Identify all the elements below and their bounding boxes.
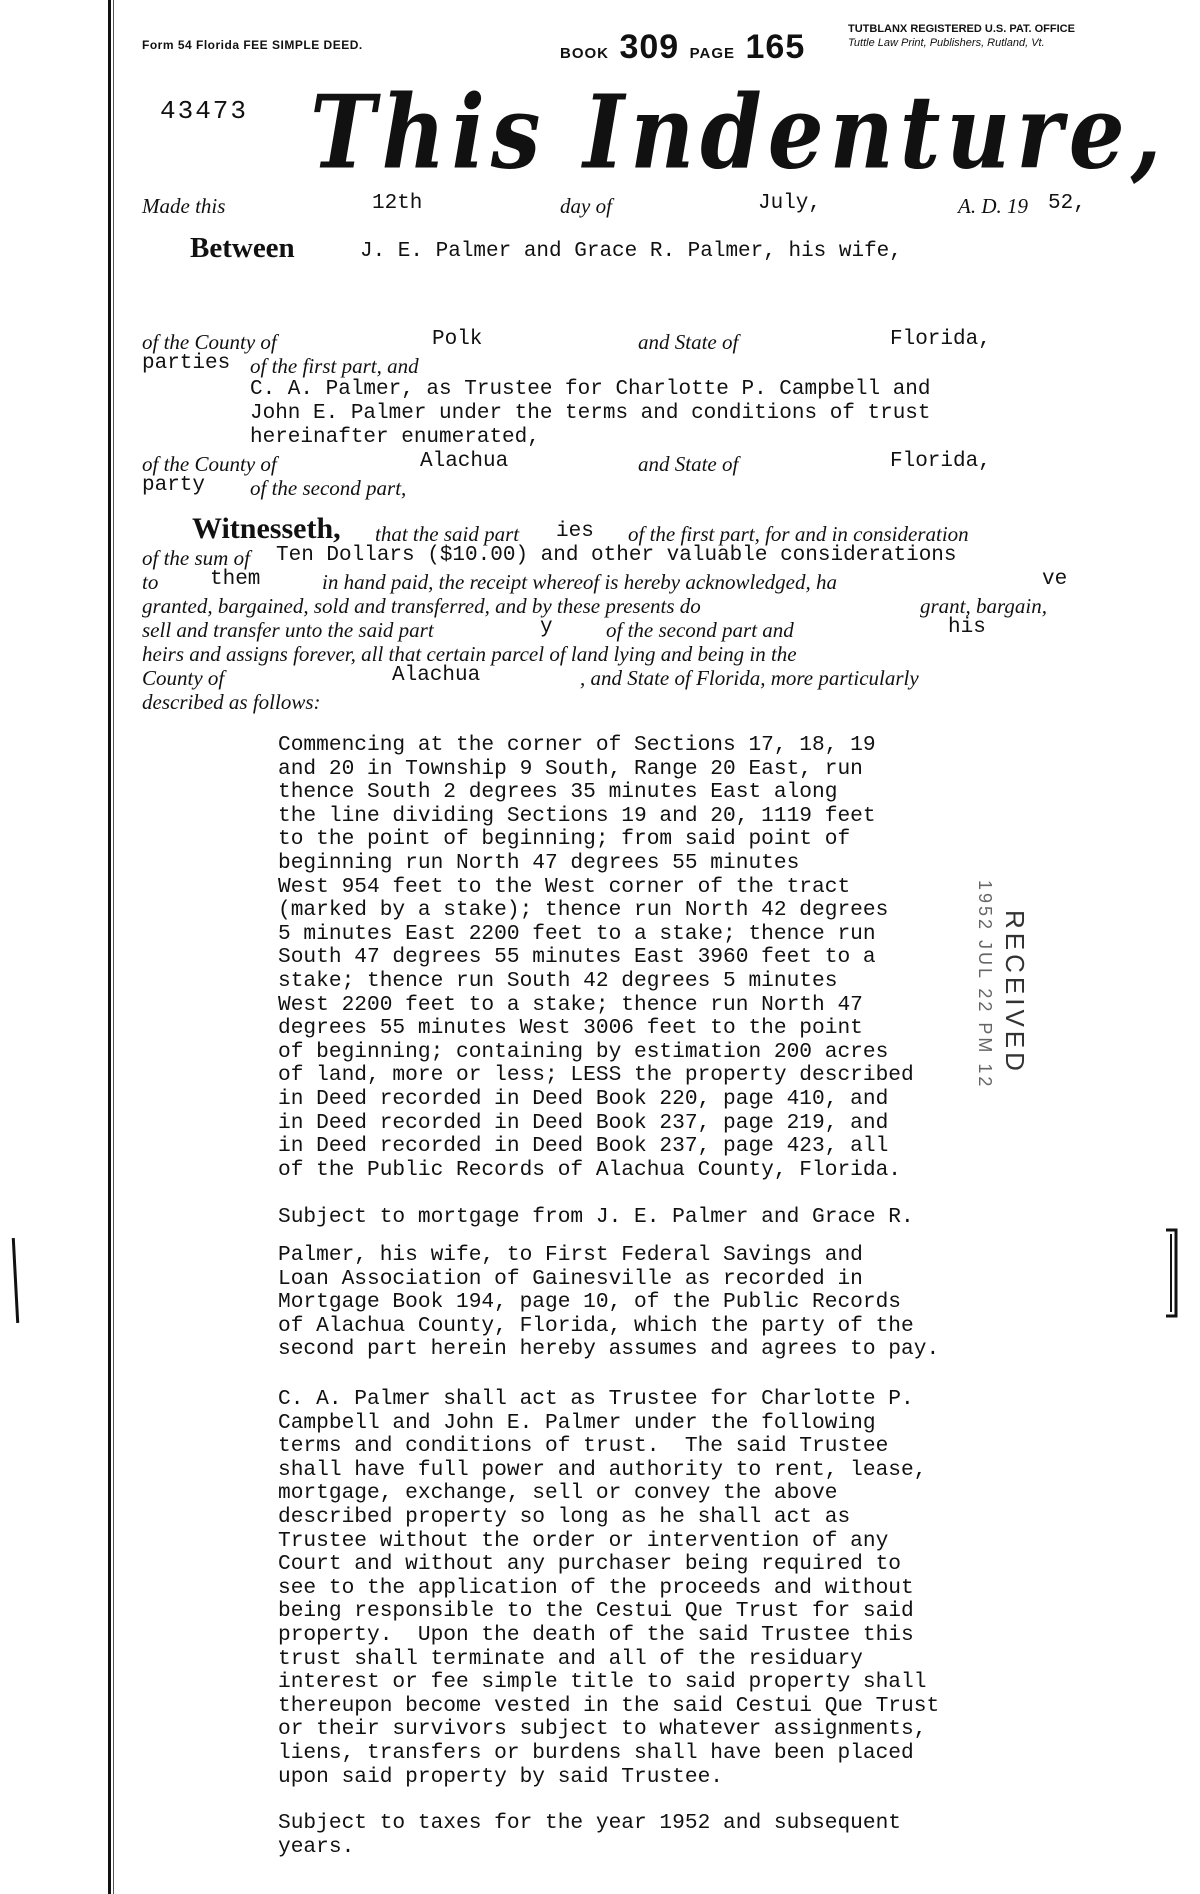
day-of-label: day of (560, 194, 612, 218)
county-1: Polk (432, 328, 483, 351)
witnesseth-line-1c: of the first part, for and in consideration (628, 522, 969, 546)
witnesseth-line-5a: sell and transfer unto the said part (142, 618, 434, 642)
witnesseth-line-6: heirs and assigns forever, all that certain parcel of land lying and being in the (142, 642, 797, 666)
witnesseth-line-7b: Alachua (392, 664, 481, 687)
party-word: party (142, 474, 206, 497)
witnesseth-line-7c: , and State of Florida, more particularly (580, 666, 919, 690)
witnesseth-line-3d: ve (1042, 568, 1068, 591)
witnesseth-line-3c: in hand paid, the receipt whereof is hereby acknowledged, ha (322, 570, 837, 594)
first-part-label: of the first part, and (250, 354, 419, 378)
mortgage-clause: Palmer, his wife, to First Federal Savings and Loan Association of Gainesville as recorded in Mortgage Book 194, page 10, of the Public Records of Alachua County, Florida, which the party of the second part herein hereby assumes and agrees to pay. (278, 1243, 940, 1362)
between-label: Between (190, 232, 295, 264)
grantee-line-2: John E. Palmer under the terms and conditions of trust (250, 402, 931, 425)
witnesseth-line-4b: grant, bargain, (920, 594, 1047, 618)
state-label-2: and State of (638, 452, 739, 476)
publisher-line-2: Tuttle Law Print, Publishers, Rutland, Vt. (848, 37, 1045, 49)
county-2: Alachua (420, 450, 509, 473)
mortgage-clause-line-1: Subject to mortgage from J. E. Palmer and Grace R. (278, 1205, 914, 1229)
witnesseth-line-4a: granted, bargained, sold and transferred, and by these presents do (142, 594, 701, 618)
state-1: Florida, (890, 328, 991, 351)
received-stamp: RECEIVED (1000, 910, 1030, 1075)
taxes-clause: Subject to taxes for the year 1952 and subsequent years. (278, 1811, 902, 1859)
received-date-stamp: 1952 JUL 22 PM 12 (975, 880, 995, 1090)
page-prefix: PAGE (689, 45, 736, 62)
book-page-stamp (560, 28, 805, 67)
left-margin-rule (108, 0, 111, 1894)
made-this-label: Made this (142, 194, 226, 218)
county-label-1: of the County of (142, 330, 277, 354)
witnesseth-line-1a: that the said part (375, 522, 520, 546)
day-value: 12th (372, 192, 423, 215)
witnesseth-line-5c: of the second part and (606, 618, 794, 642)
state-label-1: and State of (638, 330, 739, 354)
witnesseth-line-5d: his (948, 616, 986, 639)
month-value: July, (758, 192, 822, 215)
witnesseth-line-2a: of the sum of (142, 546, 250, 570)
witnesseth-line-2b: Ten Dollars ($10.00) and other valuable considerations (276, 544, 957, 567)
year-value: 52, (1048, 192, 1086, 215)
witnesseth-line-3a: to (142, 570, 159, 594)
publisher-block (848, 22, 1075, 50)
right-edge-bracket (1164, 1228, 1180, 1318)
page-number: 165 (745, 28, 806, 66)
trust-terms: C. A. Palmer shall act as Trustee for Charlotte P. Campbell and John E. Palmer under the following terms and conditions of trust. The said Trustee shall have full power and authority to rent, lease, mortgage, exchange, sell or convey the above described property so long as he shall act as Trustee without the order or intervention of any Court and without any purchaser being required to see to the application of the proceeds and without being responsible to the Cestui Que Trust for said property. Upon the death of the said Trustee this trust shall terminate and all of the residuary interest or fee simple title to said property shall thereupon become vested in the said Cestui Que Trust or their survivors subject to whatever assignments, liens, transfers or burdens shall have been placed upon said property by said Trustee. (278, 1387, 940, 1789)
witnesseth-label: Witnesseth, (192, 512, 341, 545)
witnesseth-line-3b: them (210, 568, 261, 591)
left-margin-rule-inner (113, 0, 114, 1894)
book-prefix: BOOK (560, 45, 609, 62)
book-number: 309 (619, 28, 680, 66)
grantee-line-3: hereinafter enumerated, (250, 426, 540, 449)
document-title: This Indenture, (310, 72, 1168, 192)
grantors: J. E. Palmer and Grace R. Palmer, his wife, (360, 240, 902, 263)
state-2: Florida, (890, 450, 991, 473)
witnesseth-line-1b: ies (556, 520, 594, 543)
second-part-label: of the second part, (250, 476, 407, 500)
ad-label: A. D. 19 (958, 194, 1028, 218)
form-label: Form 54 Florida FEE SIMPLE DEED. (142, 38, 363, 52)
county-label-2: of the County of (142, 452, 277, 476)
parties-word: parties (142, 352, 231, 375)
witnesseth-line-7a: County of (142, 666, 225, 690)
legal-description: Commencing at the corner of Sections 17, 18, 19 and 20 in Township 9 South, Range 20 East, run thence South 2 degrees 35 minutes East along the line dividing Sections 19 and 20, 1119 feet to the point of beginning; from said point of beginning run North 47 degrees 55 minutes West 954 feet to the West corner of the tract (marked by a stake); thence run North 42 degrees 5 minutes East 2200 feet to a stake; thence run South 47 degrees 55 minutes East 3960 feet to a stake; thence run South 42 degrees 5 minutes West 2200 feet to a stake; thence run North 47 degrees 55 minutes West 3006 feet to the point of beginning; containing by estimation 200 acres of land, more or less; LESS the property described in Deed recorded in Deed Book 220, page 410, and in Deed recorded in Deed Book 237, page 219, and in Deed recorded in Deed Book 237, page 423, all of the Public Records of Alachua County, Florida. (278, 733, 914, 1182)
witnesseth-line-8: described as follows: (142, 690, 321, 714)
witnesseth-line-5b: y (540, 616, 553, 639)
publisher-line-1: TUTBLANX REGISTERED U.S. PAT. OFFICE (848, 23, 1075, 35)
grantee-line-1: C. A. Palmer, as Trustee for Charlotte P. Campbell and (250, 378, 931, 401)
document-number: 43473 (160, 96, 249, 126)
left-edge-mark (12, 1238, 19, 1323)
